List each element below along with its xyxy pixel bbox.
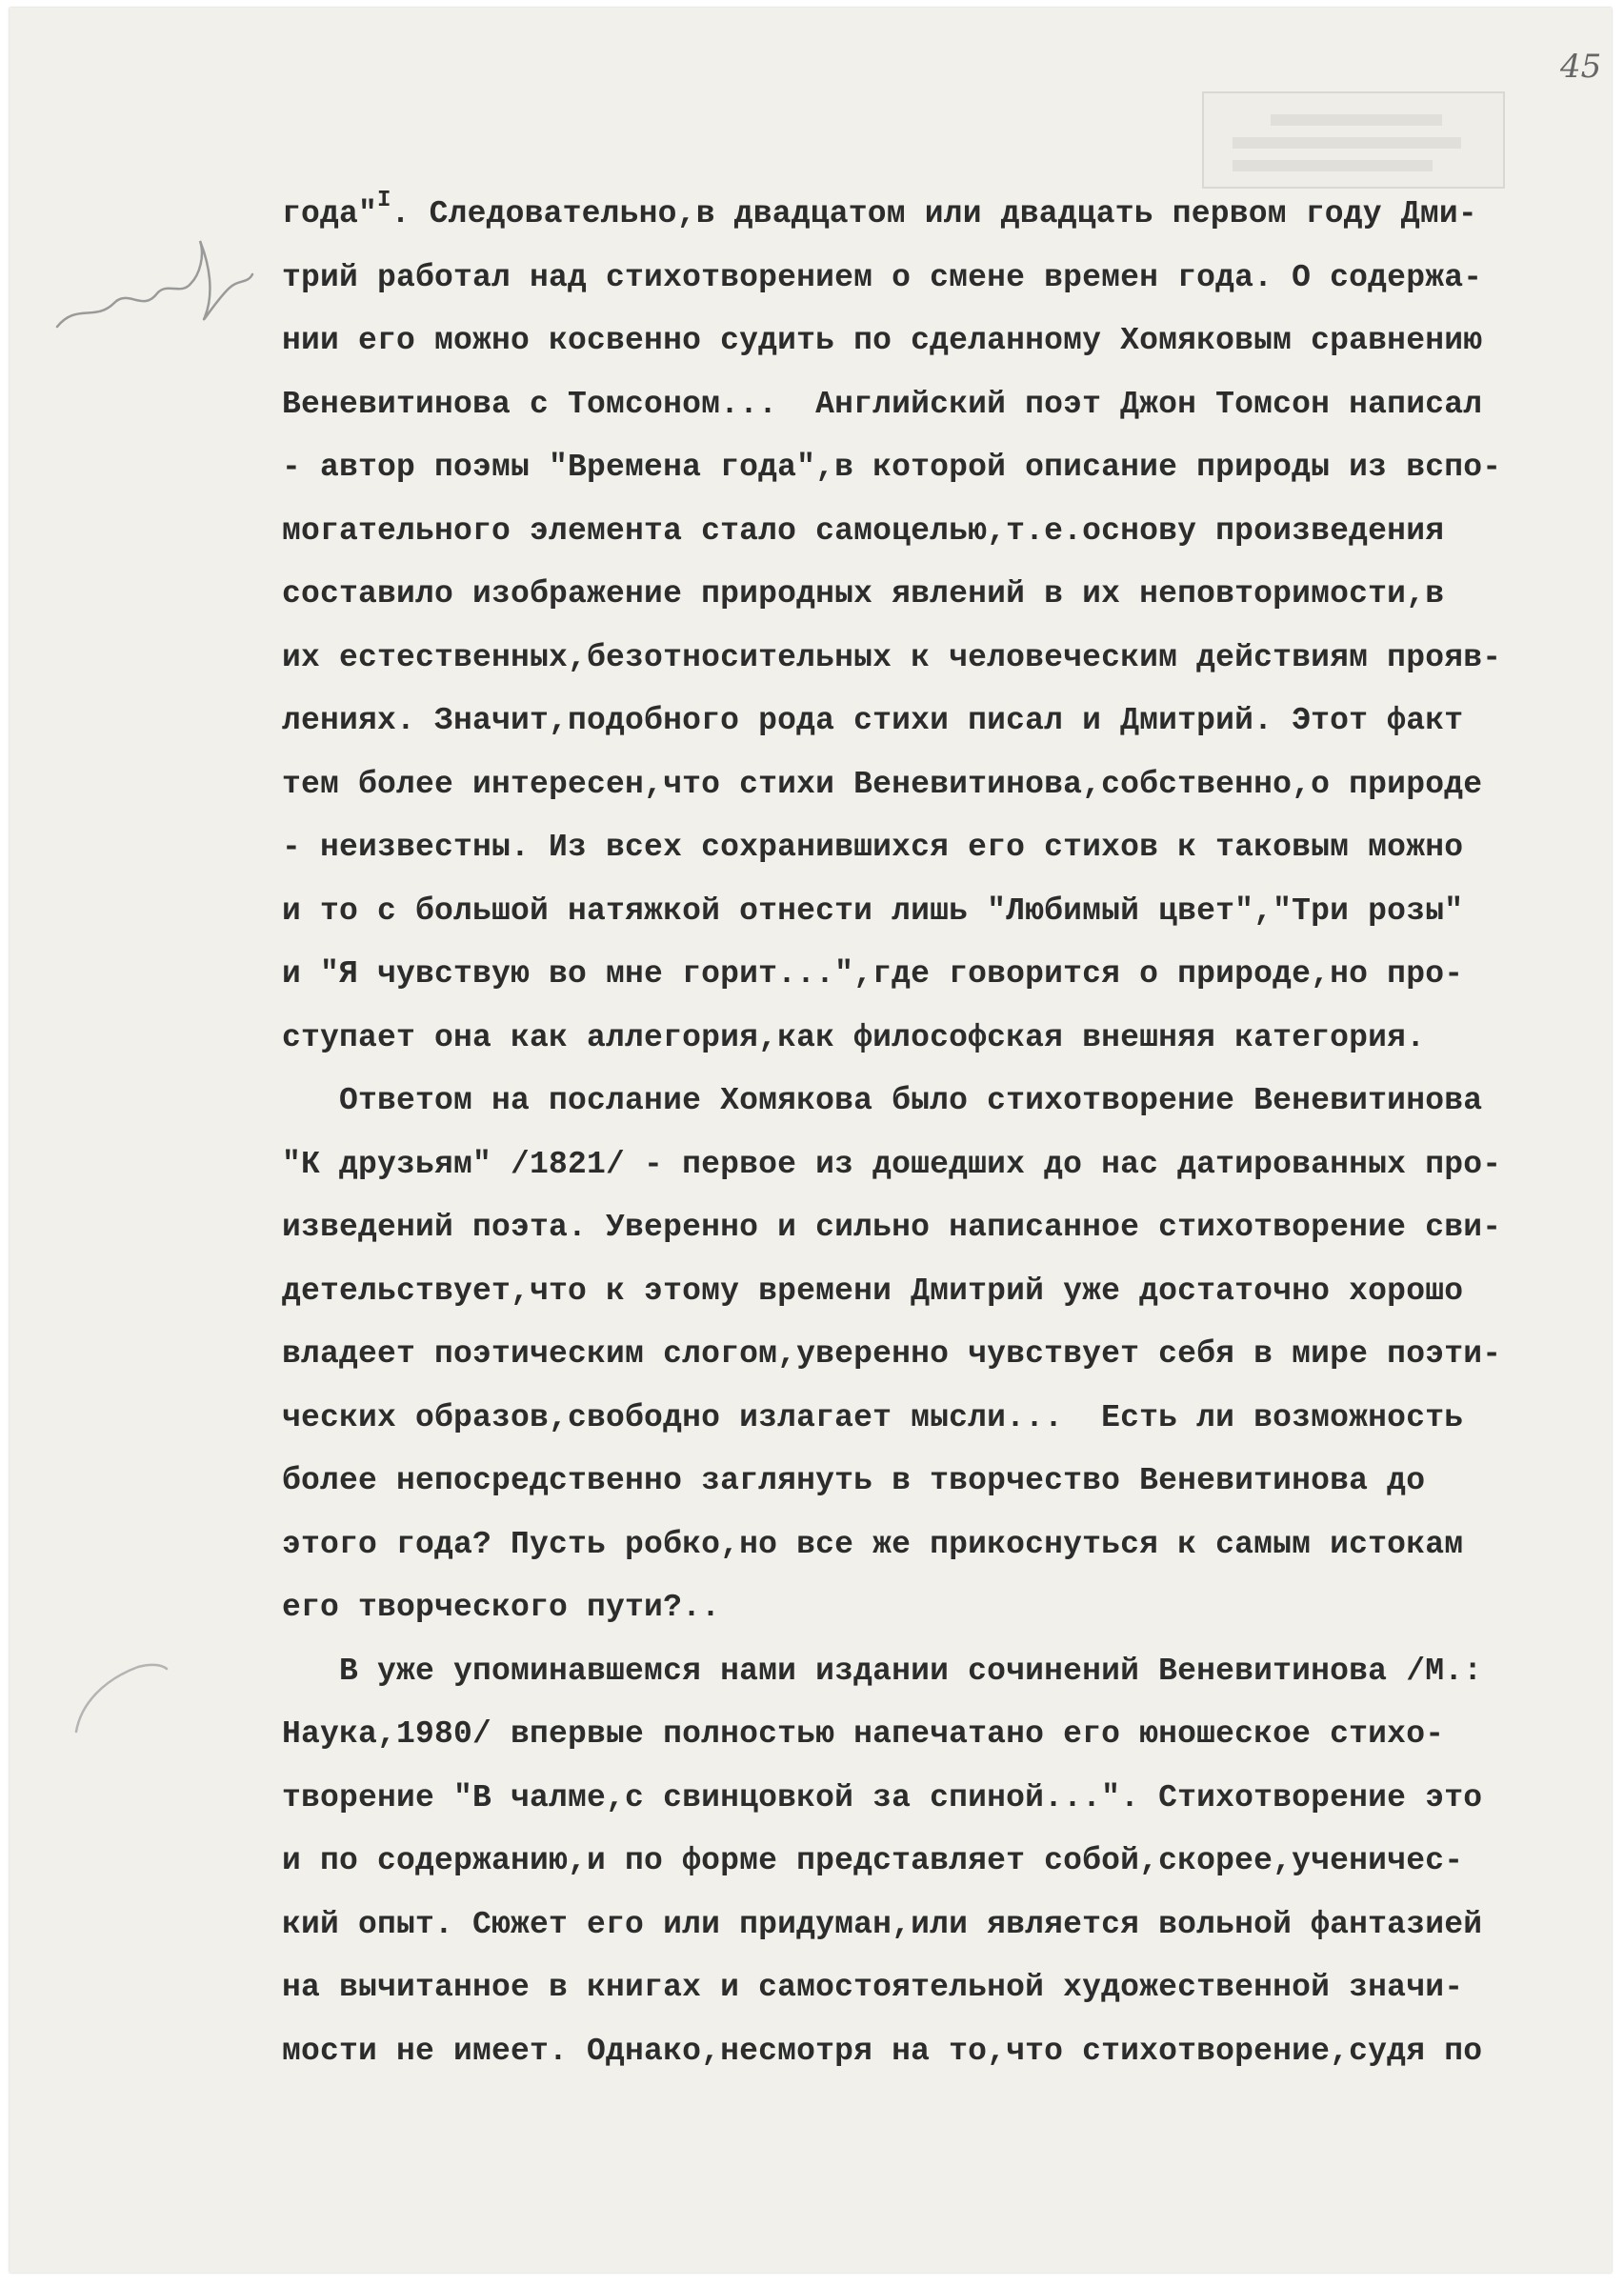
text-line: детельствует,что к этому времени Дмитрий уже достаточно хорошо [282, 1273, 1464, 1309]
text-line [282, 190, 1549, 254]
text-line: Веневитинова с Томсоном... Английский поэт Джон Томсон написал [282, 386, 1483, 422]
handwritten-margin-mark [67, 1655, 171, 1741]
text-line: тем более интересен,что стихи Веневитинова,собственно,о природе [282, 766, 1483, 802]
text-line: его творческого пути?.. [282, 1590, 721, 1625]
text-line: "К друзьям" /1821/ - первое из дошедших до нас датированных про- [282, 1146, 1502, 1182]
text-line: нии его можно косвенно судить по сделанному Хомяковым сравнению [282, 323, 1483, 358]
handwritten-margin-note [48, 236, 267, 341]
text-line: более непосредственно заглянуть в творчество Веневитинова до [282, 1463, 1426, 1498]
text-line: кий опыт. Сюжет его или придуман,или является вольной фантазией [282, 1906, 1483, 1942]
text-fragment: года" [282, 196, 378, 231]
stamp-line [1233, 137, 1461, 149]
text-line: ступает она как аллегория,как философская внешняя категория. [282, 1019, 1426, 1055]
text-line: ческих образов,свободно излагает мысли... Есть ли возможность [282, 1399, 1464, 1435]
text-line: Наука,1980/ впервые полностью напечатано его юношеское стихо- [282, 1716, 1445, 1752]
text-line: их естественных,безотносительных к человеческим действиям прояв- [282, 639, 1502, 675]
text-line: Ответом на послание Хомякова было стихотворение Веневитинова [282, 1083, 1483, 1118]
text-line: трий работал над стихотворением о смене времен года. О содержа- [282, 259, 1483, 295]
text-fragment: . Следовательно,в двадцатом или двадцать первом году Дми- [391, 196, 1477, 231]
text-line: мости не имеет. Однако,несмотря на то,что стихотворение,судя по [282, 2033, 1483, 2069]
text-line: творение "В чалме,с свинцовкой за спиной...". Стихотворение это [282, 1779, 1483, 1815]
text-line: могательного элемента стало самоцелью,т.е.основу произведения [282, 512, 1445, 549]
text-line: составило изображение природных явлений в их неповторимости,в [282, 576, 1445, 612]
text-line: на вычитанное в книгах и самостоятельной художественной значи- [282, 1970, 1464, 2005]
page-number: 45 [1560, 48, 1602, 86]
text-line: - неизвестны. Из всех сохранившихся его стихов к таковым можно [282, 830, 1464, 865]
archive-stamp [1202, 91, 1505, 189]
footnote-mark: I [377, 188, 391, 213]
text-line: - автор поэмы "Времена года",в которой описание природы из вспо- [282, 450, 1502, 485]
text-line: этого года? Пусть робко,но все же прикоснуться к самым истокам [282, 1526, 1464, 1562]
text-line: и по содержанию,и по форме представляет собой,скорее,ученичес- [282, 1843, 1464, 1878]
stamp-line [1271, 114, 1442, 126]
text-line: лениях. Значит,подобного рода стихи писал и Дмитрий. Этот факт [282, 703, 1464, 738]
text-line: В уже упоминавшемся нами издании сочинений Веневитинова /М.: [282, 1653, 1483, 1689]
text-line: и то с большой натяжкой отнести лишь "Любимый цвет","Три розы" [282, 892, 1464, 929]
document-page [10, 8, 1612, 2273]
typewritten-text [282, 190, 1549, 2091]
text-line: и "Я чувствую во мне горит...",где говорится о природе,но про- [282, 956, 1464, 992]
stamp-line [1233, 160, 1433, 171]
text-line: изведений поэта. Уверенно и сильно написанное стихотворение сви- [282, 1210, 1502, 1245]
text-line: владеет поэтическим слогом,уверенно чувствует себя в мире поэти- [282, 1336, 1502, 1372]
